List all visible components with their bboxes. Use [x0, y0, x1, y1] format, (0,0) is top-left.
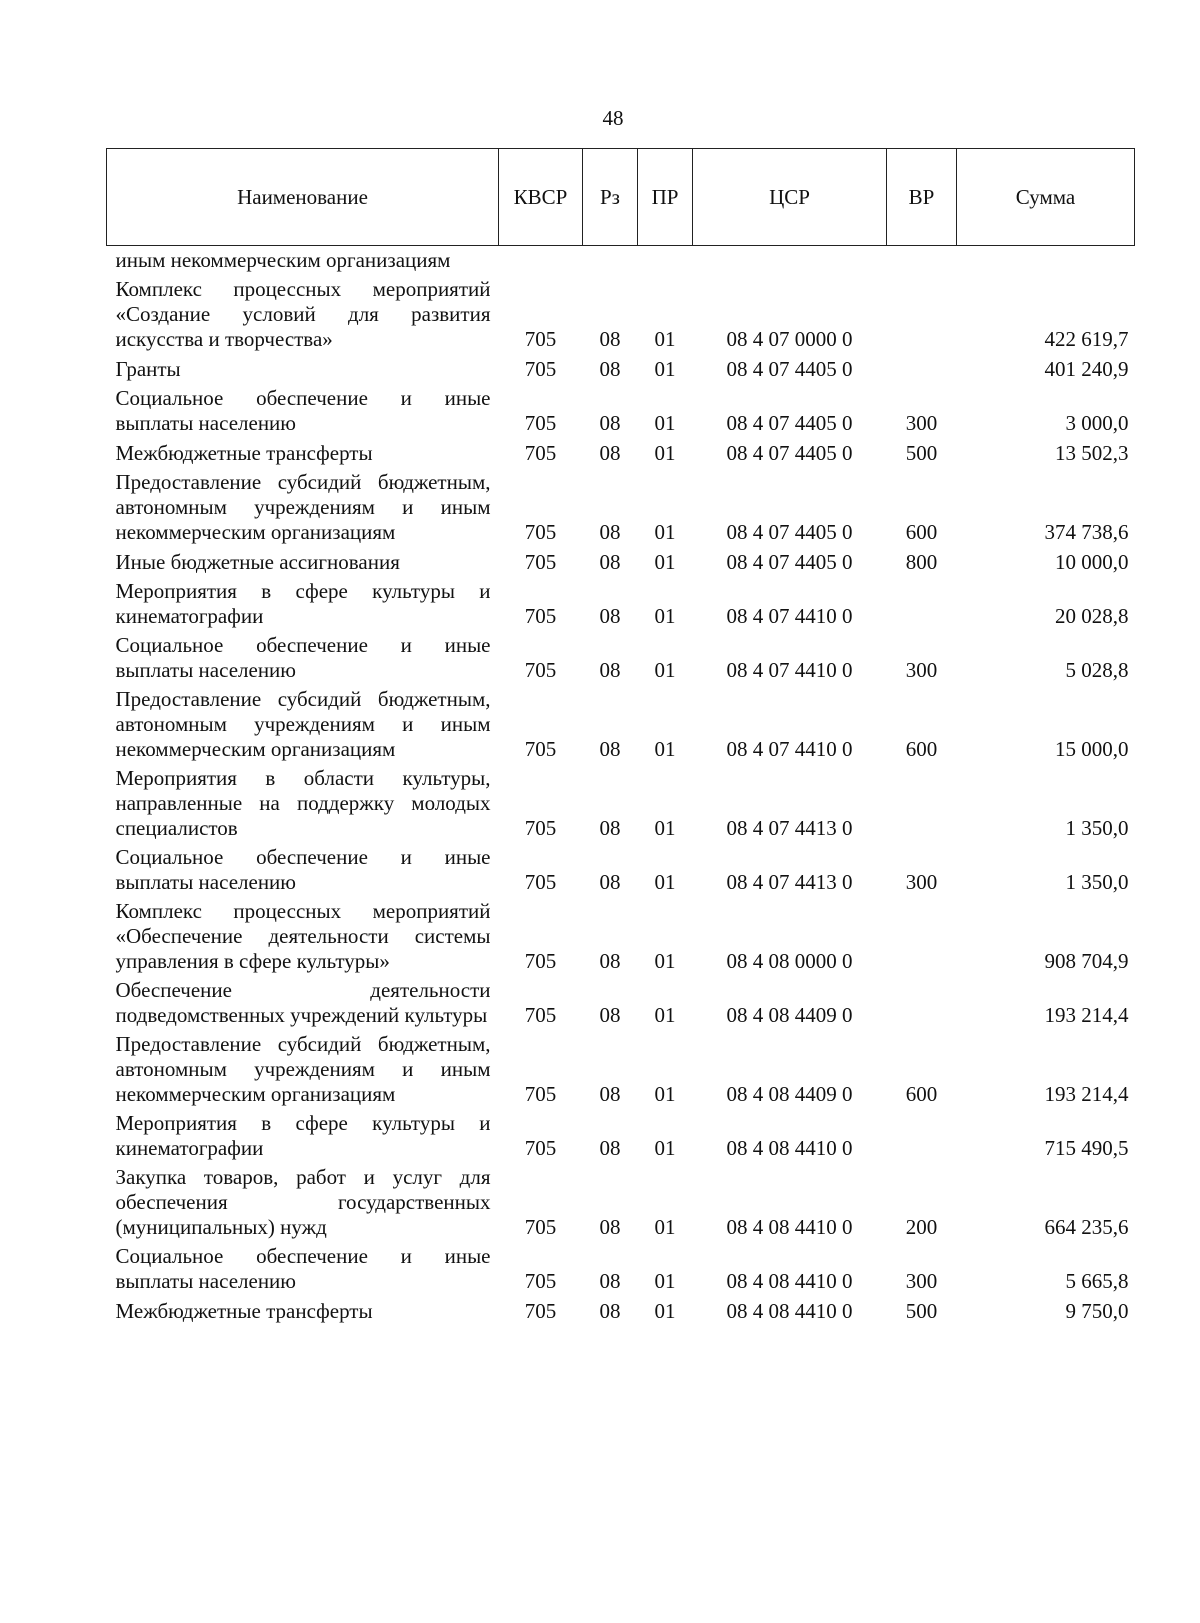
cell-rz: 08: [599, 1136, 621, 1160]
header-pr: ПР: [638, 149, 693, 246]
cell-kvsr: 705: [524, 1299, 557, 1323]
cell-csr: 08 4 08 0000 0: [726, 949, 853, 973]
header-kvsr: КВСР: [499, 149, 583, 246]
table-row: [107, 436, 1135, 466]
cell-name: Социальное обеспечение и иные выплаты населению: [115, 1244, 491, 1293]
cell-csr: 08 4 08 4410 0: [726, 1136, 853, 1160]
cell-rz: 08: [599, 441, 621, 465]
cell-csr: 08 4 07 4405 0: [726, 411, 853, 435]
cell-vr: [887, 895, 957, 974]
cell-vr: 300: [905, 1269, 938, 1293]
cell-sum: 13 502,3: [1055, 441, 1129, 465]
cell-vr: [887, 575, 957, 629]
cell-pr: 01: [654, 1003, 676, 1027]
cell-sum: 15 000,0: [1055, 737, 1129, 761]
cell-pr: 01: [654, 816, 676, 840]
cell-rz: 08: [599, 1215, 621, 1239]
cell-kvsr: 705: [524, 1136, 557, 1160]
header-csr: ЦСР: [693, 149, 887, 246]
cell-name: Предоставление субсидий бюджетным, автономным учреждениям и иным некоммерческим организациям: [115, 470, 491, 544]
cell-csr: 08 4 07 4410 0: [726, 604, 853, 628]
cell-csr: 08 4 08 4410 0: [726, 1299, 853, 1323]
cell-sum: 664 235,6: [1044, 1215, 1129, 1239]
table-body: [107, 246, 1135, 1325]
cell-pr: 01: [654, 870, 676, 894]
header-name: Наименование: [107, 149, 499, 246]
cell-kvsr: 705: [524, 550, 557, 574]
cell-vr: [887, 1107, 957, 1161]
cell-sum: 193 214,4: [1044, 1003, 1129, 1027]
header-rz: Рз: [583, 149, 638, 246]
cell-vr: [887, 974, 957, 1028]
cell-name: иным некоммерческим организациям: [115, 248, 451, 272]
budget-table: [106, 148, 1135, 1324]
cell-kvsr: 705: [524, 870, 557, 894]
cell-sum: 193 214,4: [1044, 1082, 1129, 1106]
cell-kvsr: 705: [524, 1269, 557, 1293]
cell-kvsr: 705: [524, 1215, 557, 1239]
cell-name: Иные бюджетные ассигнования: [115, 550, 400, 574]
cell-name: Предоставление субсидий бюджетным, автономным учреждениям и иным некоммерческим организациям: [115, 1032, 491, 1106]
cell-vr: [887, 273, 957, 352]
cell-pr: 01: [654, 1269, 676, 1293]
cell-rz: 08: [599, 1082, 621, 1106]
cell-pr: 01: [654, 520, 676, 544]
cell-rz: 08: [599, 658, 621, 682]
cell-rz: 08: [599, 550, 621, 574]
cell-pr: 01: [654, 604, 676, 628]
cell-rz: 08: [599, 604, 621, 628]
cell-csr: 08 4 08 4409 0: [726, 1082, 853, 1106]
cell-kvsr: 705: [524, 658, 557, 682]
cell-name: Социальное обеспечение и иные выплаты населению: [115, 845, 491, 894]
table-row: [107, 1294, 1135, 1324]
cell-rz: 08: [599, 949, 621, 973]
cell-sum: 3 000,0: [1065, 411, 1129, 435]
cell-vr: 600: [905, 737, 938, 761]
cell-rz: 08: [599, 737, 621, 761]
cell-sum: 9 750,0: [1065, 1299, 1129, 1323]
cell-csr: 08 4 08 4410 0: [726, 1215, 853, 1239]
cell-sum: 1 350,0: [1065, 816, 1129, 840]
cell-rz: 08: [599, 870, 621, 894]
cell-sum: 422 619,7: [1044, 327, 1129, 351]
cell-pr: 01: [654, 441, 676, 465]
table-row: [107, 575, 1135, 629]
cell-sum: 20 028,8: [1055, 604, 1129, 628]
cell-pr: 01: [654, 357, 676, 381]
table-row: [107, 1161, 1135, 1240]
cell-pr: 01: [654, 1299, 676, 1323]
cell-pr: 01: [654, 411, 676, 435]
cell-csr: 08 4 07 4405 0: [726, 550, 853, 574]
cell-csr: 08 4 07 4405 0: [726, 520, 853, 544]
cell-name: Социальное обеспечение и иные выплаты населению: [115, 386, 491, 435]
cell-pr: 01: [654, 1136, 676, 1160]
cell-kvsr: 705: [524, 737, 557, 761]
cell-kvsr: 705: [524, 1082, 557, 1106]
table-row: [107, 895, 1135, 974]
cell-kvsr: 705: [524, 411, 557, 435]
table-header: [107, 149, 1135, 246]
cell-vr: 600: [905, 1082, 938, 1106]
cell-csr: 08 4 07 0000 0: [726, 327, 853, 351]
cell-vr: 600: [905, 520, 938, 544]
cell-vr: 500: [905, 1299, 938, 1323]
cell-csr: 08 4 08 4409 0: [726, 1003, 853, 1027]
cell-pr: 01: [654, 1215, 676, 1239]
cell-sum: 5 665,8: [1065, 1269, 1129, 1293]
cell-kvsr: [499, 246, 583, 274]
cell-vr: [887, 246, 957, 274]
cell-kvsr: 705: [524, 949, 557, 973]
cell-vr: 500: [905, 441, 938, 465]
cell-csr: 08 4 07 4413 0: [726, 870, 853, 894]
table-row: [107, 545, 1135, 575]
cell-vr: 800: [905, 550, 938, 574]
cell-csr: 08 4 07 4405 0: [726, 441, 853, 465]
cell-sum: 374 738,6: [1044, 520, 1129, 544]
cell-rz: 08: [599, 1269, 621, 1293]
cell-csr: [693, 246, 887, 274]
cell-vr: 300: [905, 870, 938, 894]
table-row: [107, 629, 1135, 683]
cell-vr: 300: [905, 411, 938, 435]
cell-vr: [887, 352, 957, 382]
header-vr: ВР: [887, 149, 957, 246]
cell-name: Мероприятия в области культуры, направленные на поддержку молодых специалистов: [115, 766, 491, 840]
table-row: [107, 273, 1135, 352]
cell-name: Социальное обеспечение и иные выплаты населению: [115, 633, 491, 682]
table-row: [107, 466, 1135, 545]
table-row: [107, 246, 1135, 274]
cell-sum: 401 240,9: [1044, 357, 1129, 381]
cell-rz: 08: [599, 1299, 621, 1323]
cell-name: Мероприятия в сфере культуры и кинематографии: [115, 579, 491, 628]
cell-sum: 908 704,9: [1044, 949, 1129, 973]
cell-vr: [887, 762, 957, 841]
cell-pr: [638, 246, 693, 274]
table-row: [107, 974, 1135, 1028]
cell-rz: 08: [599, 1003, 621, 1027]
cell-kvsr: 705: [524, 604, 557, 628]
cell-csr: 08 4 08 4410 0: [726, 1269, 853, 1293]
cell-name: Межбюджетные трансферты: [115, 1299, 373, 1323]
cell-rz: 08: [599, 816, 621, 840]
cell-pr: 01: [654, 658, 676, 682]
cell-rz: 08: [599, 327, 621, 351]
cell-name: Закупка товаров, работ и услуг для обеспечения государственных (муниципальных) нужд: [115, 1165, 491, 1239]
cell-kvsr: 705: [524, 520, 557, 544]
table-row: [107, 1240, 1135, 1294]
table-row: [107, 683, 1135, 762]
cell-rz: 08: [599, 411, 621, 435]
cell-name: Мероприятия в сфере культуры и кинематографии: [115, 1111, 491, 1160]
cell-kvsr: 705: [524, 357, 557, 381]
cell-rz: 08: [599, 357, 621, 381]
cell-csr: 08 4 07 4410 0: [726, 737, 853, 761]
table-row: [107, 1028, 1135, 1107]
cell-name: Комплекс процессных мероприятий «Создание условий для развития искусства и творчества»: [115, 277, 491, 351]
cell-pr: 01: [654, 550, 676, 574]
cell-kvsr: 705: [524, 816, 557, 840]
cell-pr: 01: [654, 327, 676, 351]
header-sum: Сумма: [957, 149, 1135, 246]
cell-rz: [583, 246, 638, 274]
table-row: [107, 382, 1135, 436]
table-row: [107, 762, 1135, 841]
cell-name: Комплекс процессных мероприятий «Обеспечение деятельности системы управления в сфере культуры»: [115, 899, 491, 973]
cell-vr: 300: [905, 658, 938, 682]
table-row: [107, 1107, 1135, 1161]
page-number: 48: [602, 106, 624, 130]
cell-sum: [957, 246, 1135, 274]
cell-kvsr: 705: [524, 441, 557, 465]
cell-csr: 08 4 07 4410 0: [726, 658, 853, 682]
cell-sum: 715 490,5: [1044, 1136, 1129, 1160]
cell-name: Гранты: [115, 357, 181, 381]
cell-pr: 01: [654, 737, 676, 761]
cell-csr: 08 4 07 4413 0: [726, 816, 853, 840]
cell-rz: 08: [599, 520, 621, 544]
cell-pr: 01: [654, 1082, 676, 1106]
cell-sum: 1 350,0: [1065, 870, 1129, 894]
cell-vr: 200: [905, 1215, 938, 1239]
cell-csr: 08 4 07 4405 0: [726, 357, 853, 381]
cell-name: Обеспечение деятельности подведомственных учреждений культуры: [115, 978, 491, 1027]
cell-kvsr: 705: [524, 1003, 557, 1027]
cell-sum: 10 000,0: [1055, 550, 1129, 574]
cell-sum: 5 028,8: [1065, 658, 1129, 682]
cell-pr: 01: [654, 949, 676, 973]
cell-name: Предоставление субсидий бюджетным, автономным учреждениям и иным некоммерческим организациям: [115, 687, 491, 761]
table-row: [107, 841, 1135, 895]
cell-name: Межбюджетные трансферты: [115, 441, 373, 465]
cell-kvsr: 705: [524, 327, 557, 351]
table-row: [107, 352, 1135, 382]
